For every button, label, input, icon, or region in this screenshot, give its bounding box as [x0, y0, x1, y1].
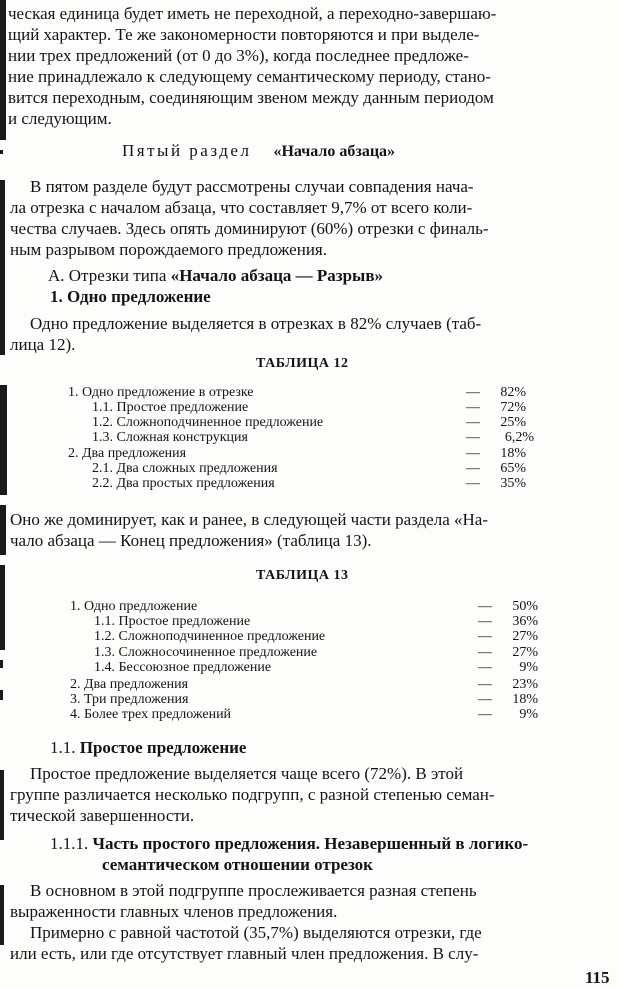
- row-dash: —: [478, 660, 492, 675]
- table-row: [68, 446, 548, 461]
- text-line: ние принадлежало к следующему семантическому периоду, стано-: [8, 67, 491, 86]
- text-line: или есть, или где отсутствует главный член предложения. В слу-: [10, 944, 479, 963]
- text-line: и следующим.: [8, 109, 112, 128]
- row-dash: —: [478, 645, 492, 660]
- row-label: 1. Одно предложение в отрезке: [68, 385, 254, 400]
- table13-caption: ТАБЛИЦА 13: [256, 568, 349, 583]
- text-line: чало абзаца — Конец предложения» (таблица 13).: [10, 531, 372, 550]
- table-row: [70, 707, 550, 722]
- margin-scan-artifact: [0, 690, 3, 700]
- row-dash: —: [466, 385, 480, 400]
- row-dash: —: [478, 599, 492, 614]
- row-label: 1. Одно предложение: [70, 599, 198, 614]
- text-line: ным разрывом порождаемого предложения.: [10, 240, 327, 259]
- text-line: лица 12).: [10, 335, 76, 354]
- text-line: Оно же доминирует, как и ранее, в следующей части раздела «На-: [10, 510, 488, 529]
- text-line: Примерно с равной частотой (35,7%) выделяются отрезки, где: [30, 923, 482, 942]
- table-row: [94, 660, 550, 675]
- row-label: 2. Два предложения: [68, 446, 187, 461]
- table-row: [92, 415, 548, 430]
- row-value: 18%: [512, 692, 538, 707]
- row-dash: —: [478, 707, 492, 722]
- table-row: [92, 400, 548, 415]
- table-row: [94, 629, 550, 644]
- table-row: [70, 692, 550, 707]
- row-value: 23%: [512, 677, 538, 692]
- row-label: 1.3. Сложная конструкция: [92, 430, 248, 445]
- row-value: 35%: [500, 476, 526, 491]
- row-dash: —: [466, 415, 480, 430]
- table-row: [92, 461, 548, 476]
- text-line: ческая единица будет иметь не переходной, а переходно-завершаю-: [8, 4, 497, 23]
- table-row: [92, 430, 548, 445]
- row-dash: —: [466, 430, 480, 445]
- text-line: ла отрезка с началом абзаца, что составляет 9,7% от всего коли-: [10, 198, 473, 217]
- subheading-prefix: 1.1.: [50, 738, 80, 757]
- row-dash: —: [466, 476, 480, 491]
- row-label: 3. Три предложения: [70, 692, 189, 707]
- row-label: 1.2. Сложноподчиненное предложение: [92, 415, 324, 430]
- row-value: 65%: [500, 461, 526, 476]
- subheading-part-simple: [50, 834, 528, 854]
- section-title-spaced: Пятый раздел: [122, 141, 252, 160]
- row-dash: —: [466, 446, 480, 461]
- text-line: группе различается несколько подгрупп, с разной степенью семан-: [10, 785, 495, 804]
- text-line: выраженности главных членов предложения.: [10, 902, 338, 921]
- table-row: [94, 645, 550, 660]
- row-label: 2. Два предложения: [70, 677, 189, 692]
- subheading-title-line2: семантическом отношении отрезок: [102, 855, 373, 874]
- margin-scan-artifact: [0, 770, 4, 840]
- row-value: 36%: [512, 614, 538, 629]
- row-value: 27%: [512, 645, 538, 660]
- margin-scan-artifact: [0, 565, 5, 650]
- text-line: вится переходным, соединяющим звеном между данным периодом: [8, 88, 494, 107]
- margin-scan-artifact: [0, 505, 6, 555]
- table-row: [68, 385, 548, 400]
- text-line: нии трех предложений (от 0 до 3%), когда последнее предложе-: [8, 46, 469, 65]
- row-dash: —: [478, 677, 492, 692]
- row-value: 6,2%: [504, 430, 534, 445]
- text-line: В основном в этой подгруппе прослеживается разная степень: [30, 881, 477, 900]
- row-label: 1.2. Сложноподчиненное предложение: [94, 629, 326, 644]
- table12-caption: ТАБЛИЦА 12: [256, 356, 349, 371]
- row-dash: —: [466, 461, 480, 476]
- row-value: 25%: [500, 415, 526, 430]
- table-row: [70, 599, 550, 614]
- subheading-title-line1: Часть простого предложения. Незавершенный в логико-: [92, 834, 529, 853]
- row-label: 1.3. Сложносочиненное предложение: [94, 645, 318, 660]
- row-dash: —: [478, 614, 492, 629]
- text-line: чества случаев. Здесь опять доминируют (60%) отрезки с финаль-: [10, 219, 489, 238]
- margin-scan-artifact: [0, 180, 5, 355]
- table-row: [70, 677, 550, 692]
- margin-scan-artifact: [0, 0, 6, 140]
- row-label: 2.1. Два сложных предложения: [92, 461, 278, 476]
- row-value: 27%: [512, 629, 538, 644]
- text-line: тической завершенности.: [10, 806, 195, 825]
- row-label: 1.1. Простое предложение: [92, 400, 249, 415]
- margin-scan-artifact: [0, 150, 3, 154]
- row-value: 72%: [500, 400, 526, 415]
- row-value: 18%: [500, 446, 526, 461]
- row-value: 9%: [519, 707, 538, 722]
- row-value: 82%: [500, 385, 526, 400]
- margin-scan-artifact: [0, 885, 4, 945]
- row-label: 4. Более трех предложений: [70, 707, 232, 722]
- margin-scan-artifact: [0, 660, 3, 668]
- subheading-prefix: 1.1.1.: [50, 834, 93, 853]
- row-label: 1.1. Простое предложение: [94, 614, 251, 629]
- row-dash: —: [478, 692, 492, 707]
- subsection-heading: [48, 266, 383, 286]
- row-value: 50%: [512, 599, 538, 614]
- row-value: 9%: [519, 660, 538, 675]
- page-number: 115: [585, 968, 610, 987]
- subsection-title: «Начало абзаца — Разрыв»: [170, 266, 384, 285]
- subheading-one-sentence: 1. Одно предложение: [50, 287, 211, 306]
- row-dash: —: [466, 400, 480, 415]
- text-line: В пятом разделе будут рассмотрены случаи совпадения нача-: [30, 177, 474, 196]
- subheading-title: Простое предложение: [79, 738, 247, 757]
- section-heading: [122, 141, 395, 162]
- text-line: Простое предложение выделяется чаще всего (72%). В этой: [30, 764, 464, 783]
- row-dash: —: [478, 629, 492, 644]
- section-title-bold: «Начало абзаца»: [273, 143, 396, 160]
- text-line: щий характер. Те же закономерности повторяются и при выделе-: [8, 25, 480, 44]
- text-line: Одно предложение выделяется в отрезках в 82% случаев (таб-: [30, 314, 482, 333]
- table-row: [92, 476, 548, 491]
- row-label: 1.4. Бессоюзное предложение: [94, 660, 272, 675]
- subheading-simple-sentence: [50, 738, 246, 758]
- row-label: 2.2. Два простых предложения: [92, 476, 275, 491]
- table-row: [94, 614, 550, 629]
- subsection-prefix: А. Отрезки типа: [48, 266, 171, 285]
- margin-scan-artifact: [0, 385, 7, 495]
